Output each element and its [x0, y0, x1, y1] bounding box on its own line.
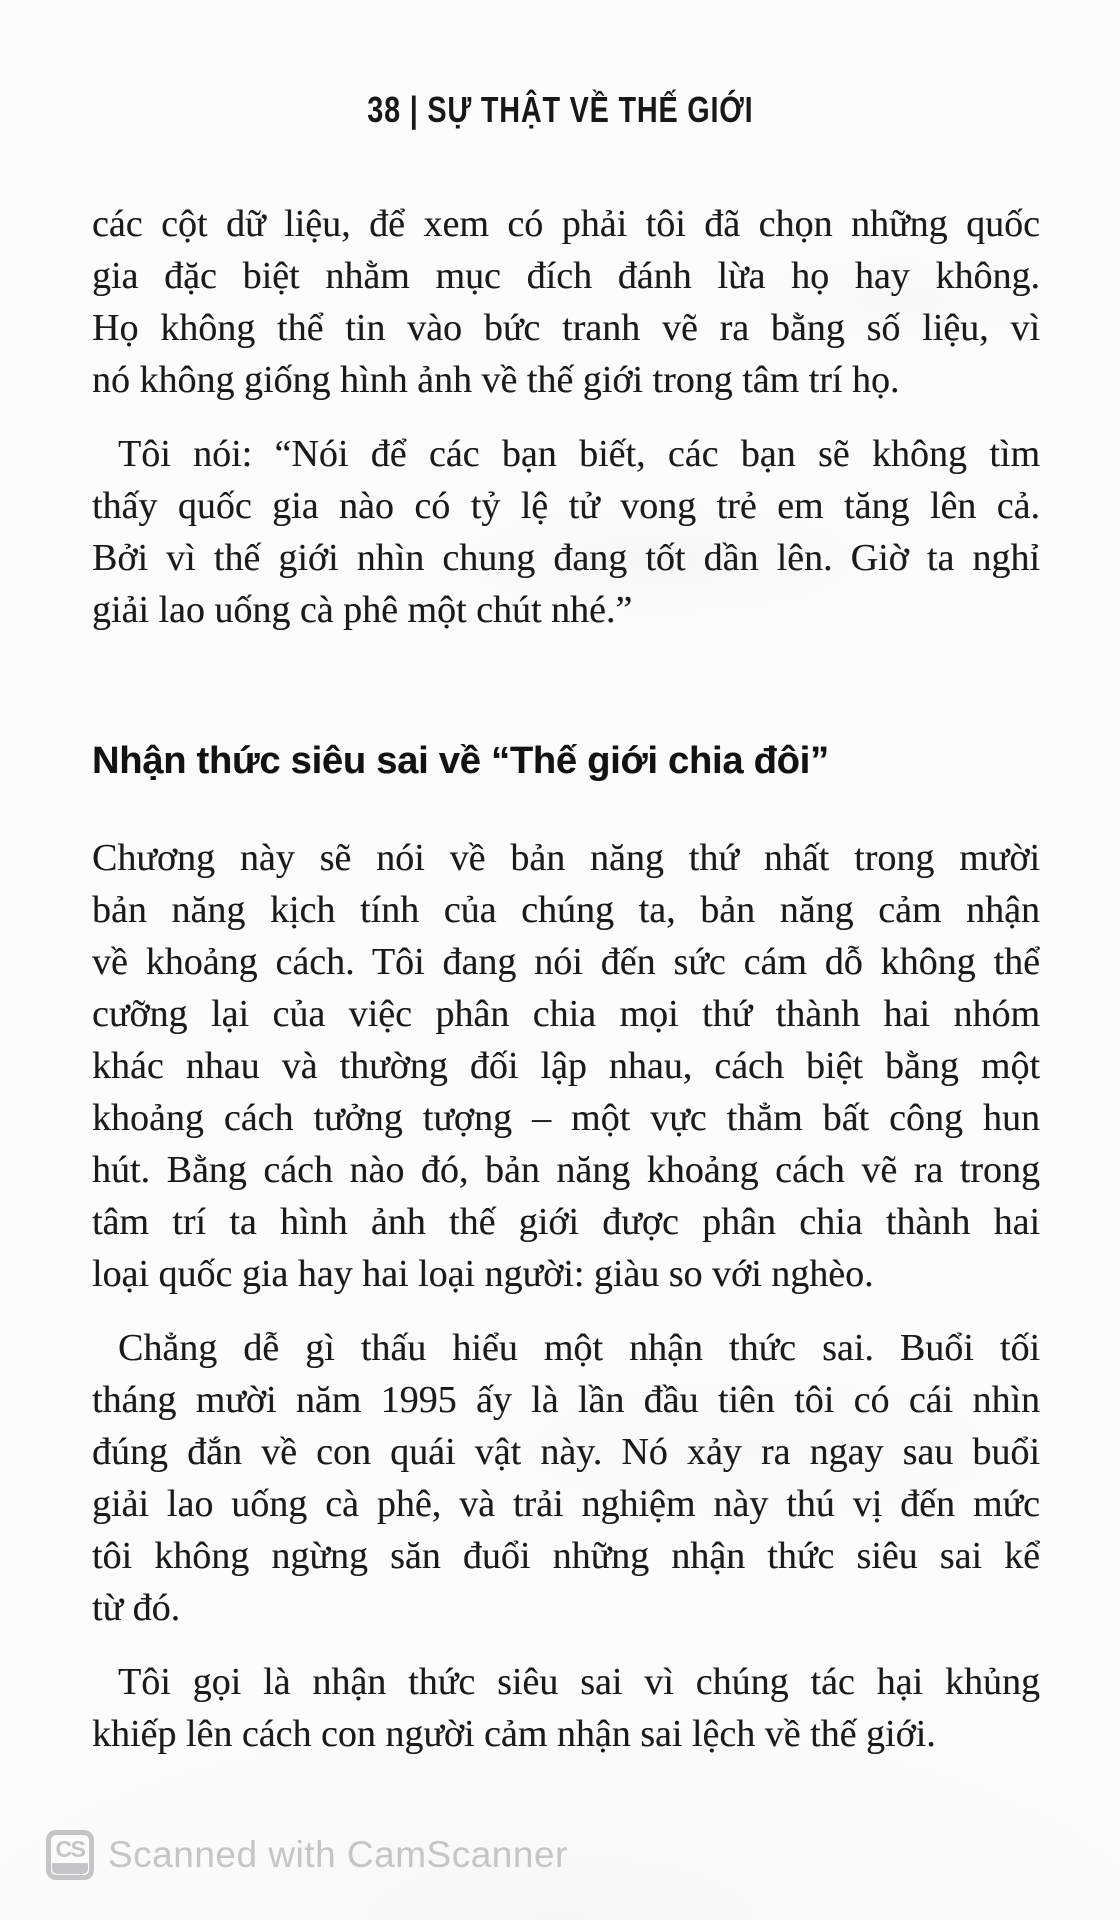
text-line: đúng đắn về con quái vật này. Nó xảy ra ngay sau buổi	[92, 1431, 1040, 1473]
text-line: hút. Bằng cách nào đó, bản năng khoảng cách vẽ ra trong	[92, 1149, 1040, 1191]
text-line: loại quốc gia hay hai loại người: giàu so với nghèo.	[92, 1253, 874, 1295]
running-head: 38 | SỰ THẬT VỀ THẾ GIỚI	[366, 89, 754, 130]
text-line: thấy quốc gia nào có tỷ lệ tử vong trẻ em tăng lên cả.	[92, 485, 1040, 527]
text-line: từ đó.	[92, 1587, 181, 1629]
text-line: nó không giống hình ảnh về thế giới trong tâm trí họ.	[92, 359, 900, 401]
text-line: các cột dữ liệu, để xem có phải tôi đã chọn những quốc	[92, 203, 1040, 245]
text-line: về khoảng cách. Tôi đang nói đến sức cám dỗ không thể	[92, 941, 1040, 983]
page-body	[92, 198, 1040, 1760]
text-line: khoảng cách tưởng tượng – một vực thẳm bất công hun	[92, 1097, 1040, 1139]
text-line: Bởi vì thế giới nhìn chung đang tốt dần lên. Giờ ta nghỉ	[92, 537, 1040, 579]
paragraph	[92, 1322, 1040, 1634]
text-line: tháng mười năm 1995 ấy là lần đầu tiên tôi có cái nhìn	[92, 1379, 1040, 1421]
text-line: giải lao uống cà phê, và trải nghiệm này thú vị đến mức	[92, 1483, 1040, 1525]
text-line: khiếp lên cách con người cảm nhận sai lệch về thế giới.	[92, 1713, 936, 1755]
page-header	[0, 0, 1120, 130]
text-line: bản năng kịch tính của chúng ta, bản năng cảm nhận	[92, 889, 1040, 931]
text-line: Chẳng dễ gì thấu hiểu một nhận thức sai. Buổi tối	[118, 1327, 1040, 1369]
text-line: Tôi gọi là nhận thức siêu sai vì chúng tác hại khủng	[118, 1661, 1040, 1703]
camscanner-logo-bar	[52, 1863, 88, 1874]
camscanner-footer	[46, 1830, 568, 1880]
text-line: Chương này sẽ nói về bản năng thứ nhất trong mười	[92, 837, 1040, 879]
text-line: Tôi nói: “Nói để các bạn biết, các bạn sẽ không tìm	[118, 433, 1040, 475]
text-line: tôi không ngừng săn đuổi những nhận thức siêu sai kể	[92, 1535, 1040, 1577]
camscanner-logo-icon	[46, 1830, 94, 1880]
text-line: gia đặc biệt nhằm mục đích đánh lừa họ hay không.	[92, 255, 1040, 297]
text-line: giải lao uống cà phê một chút nhé.”	[92, 589, 633, 631]
camscanner-logo-text: CS	[55, 1836, 85, 1862]
paragraph	[92, 832, 1040, 1300]
camscanner-label: Scanned with CamScanner	[108, 1834, 568, 1875]
section-heading: Nhận thức siêu sai về “Thế giới chia đôi”	[92, 740, 829, 782]
text-line: cưỡng lại của việc phân chia mọi thứ thành hai nhóm	[92, 993, 1040, 1035]
paragraph	[92, 428, 1040, 636]
text-line: tâm trí ta hình ảnh thế giới được phân chia thành hai	[92, 1201, 1040, 1243]
paragraph	[92, 1656, 1040, 1760]
paragraph	[92, 198, 1040, 406]
text-line: Họ không thể tin vào bức tranh vẽ ra bằng số liệu, vì	[92, 307, 1040, 349]
text-line: khác nhau và thường đối lập nhau, cách biệt bằng một	[92, 1045, 1040, 1087]
